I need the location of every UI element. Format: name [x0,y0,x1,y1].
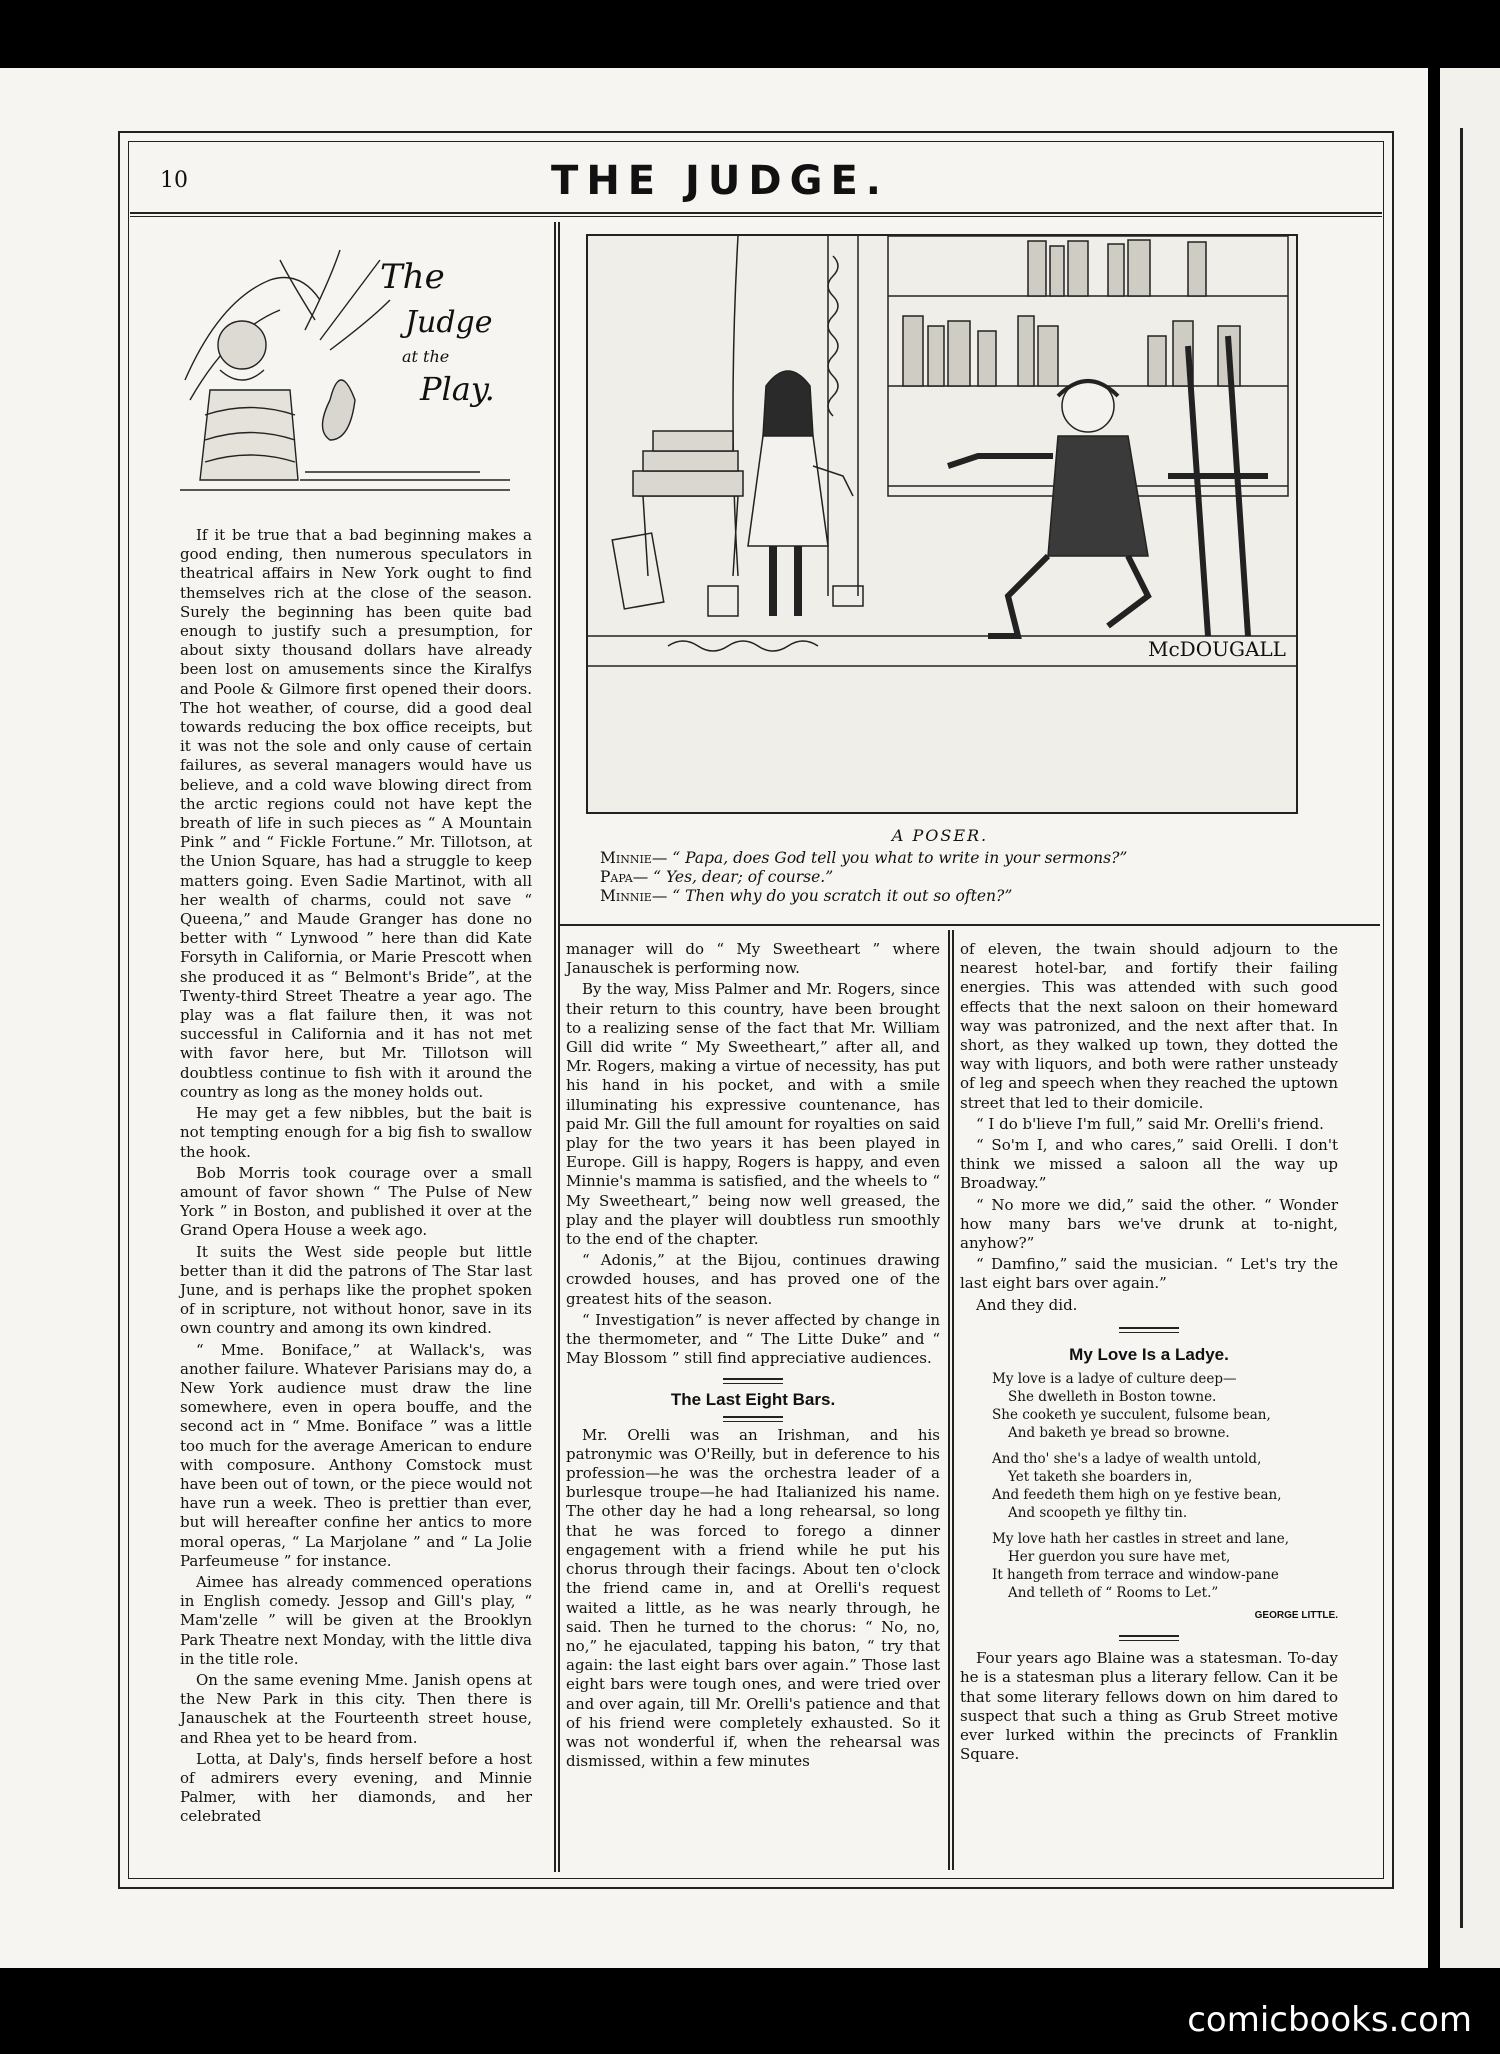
col3-para-3: “ So'm I, and who cares,” said Orelli. I don't think we missed a saloon all the way up Broadway.” [960,1136,1338,1193]
facing-page-edge [1440,68,1500,1968]
poem-line: And feedeth them high on ye festive bean, [992,1487,1282,1504]
cartoon-caption [600,826,1280,906]
poem [992,1370,1338,1602]
judge-at-the-play-header-art [180,240,520,500]
col3-para-6: And they did. [976,1295,1078,1314]
col2-para-2: By the way, Miss Palmer and Mr. Rogers, since their return to this country, have been brought to a realizing sense of the fact that Mr. William Gill did write “ My Sweetheart,” after all, and Mr. Rogers, making a virtue of necessity, has put his hand in his pocket, and with a smile illuminating his expressive countenance, has paid Mr. Gill the full amount for royalties on said play for the two years it has been played in Europe. Gill is happy, Rogers is happy, and even Minnie's mamma is satisfied, and the wheels to “ My Sweetheart,” being now well greased, the play and the player will doubtless run smoothly to the end of the chapter. [566,980,940,1249]
col1-para-3: Bob Morris took courage over a small amount of favor shown “ The Pulse of New York ” in Boston, and published it over at the Grand Opera House a week ago. [180,1163,532,1240]
illustrator-signature: McDOUGALL [1148,637,1286,661]
poem-title: My Love Is a Ladye. [1069,1344,1229,1364]
closing-paragraph: Four years ago Blaine was a statesman. To-day he is a statesman plus a literary fellow. Can it be that some literary fellows down on him dared to suspect that such a thing as Grub Street motive ever lurked within the precincts of Franklin Square. [960,1649,1338,1764]
caption-speaker-3: Minnie— [600,887,668,905]
masthead-rule-thin [130,216,1382,217]
section-ornament [723,1378,783,1384]
col2-para-4: “ Investigation” is never affected by change in the thermometer, and “ The Litte Duke” and “ May Blossom ” still find appreciative audiences. [566,1310,940,1368]
poser-illustration [586,234,1298,814]
closing-ornament [1119,1635,1179,1641]
col2-para-3: “ Adonis,” at the Bijou, continues drawing crowded houses, and has proved one of the greatest hits of the season. [566,1251,940,1308]
masthead-title: THE JUDGE. [551,158,889,204]
story-heading: The Last Eight Bars. [670,1390,836,1410]
col1-para-4: It suits the West side people but little better than it did the patrons of The Star last June, and is perhaps like the prophet spoken of in scripture, not without honor, save in its own country and among its own kindred. [180,1242,532,1338]
watermark: comicbooks.com [1187,2000,1472,2040]
poem-line: And baketh ye bread so browne. [1008,1425,1230,1442]
facing-page-border [1460,128,1463,1928]
header-title-line-3: at the [402,347,450,366]
poem-ornament [1119,1327,1179,1333]
column-divider-1 [554,222,556,1872]
poem-line: She cooketh ye succulent, fulsome bean, [992,1407,1271,1424]
poem-line: And tho' she's a ladye of wealth untold, [992,1451,1262,1468]
poem-author: GEORGE LITTLE. [1254,1610,1338,1622]
caption-rule [560,924,1380,926]
col3-para-4: “ No more we did,” said the other. “ Wonder how many bars we've drunk at to-night, anyhow?” [960,1195,1338,1253]
poem-stanza-2 [992,1450,1338,1522]
poser-engraving [588,236,1296,812]
poem-stanza-3 [992,1530,1338,1602]
column-3 [960,940,1338,1764]
poem-line: My love hath her castles in street and lane, [992,1531,1289,1548]
header-title-line-2: Judge [405,305,493,340]
col3-para-1: of eleven, the twain should adjourn to the nearest hotel-bar, and fortify their failing energies. This was attended with such good effects that the next saloon on their homeward way was patronized, and the next after that. In short, as they walked up town, they dotted the way with liquors, and both were rather unsteady of leg and speech when they reached the uptown street that led to their domicile. [960,940,1338,1112]
col3-para-2: “ I do b'lieve I'm full,” said Mr. Orelli's friend. [976,1114,1324,1133]
column-1 [180,526,532,1827]
col1-para-6: Aimee has already commenced operations in English comedy. Jessop and Gill's play, “ Mam'zelle ” will be given at the Brooklyn Park Theatre next Monday, with the little diva in the title role. [180,1572,532,1668]
caption-text-3: “ Then why do you scratch it out so often?” [672,887,1013,905]
col1-para-7: On the same evening Mme. Janish opens at the New Park in this city. Then there is Janauschek at the Fourteenth street house, and Rhea yet to be heard from. [180,1670,532,1747]
poem-line: She dwelleth in Boston towne. [1008,1389,1217,1406]
header-title-line-1: The [380,257,445,297]
col1-para-8: Lotta, at Daly's, finds herself before a host of admirers every evening, and Minnie Palmer, with her diamonds, and her celebrated [180,1749,532,1826]
col1-para-2: He may get a few nibbles, but the bait is not tempting enough for a big fish to swallow the hook. [180,1104,532,1161]
header-title-line-4: Play. [420,370,495,408]
poem-stanza-1 [992,1370,1338,1442]
masthead-rule [130,212,1382,214]
column-2 [566,940,940,1771]
caption-title: A POSER. [891,826,989,845]
column-divider-1b [558,222,560,1872]
page-number: 10 [160,168,188,193]
poem-line: And telleth of “ Rooms to Let.” [1008,1585,1219,1602]
column-divider-2 [948,930,950,1870]
column-divider-2b [952,930,954,1870]
poem-line: It hangeth from terrace and window-pane [992,1567,1279,1584]
poem-line: And scoopeth ye filthy tin. [1008,1505,1188,1522]
poem-line: My love is a ladye of culture deep— [992,1371,1237,1388]
poem-line: Her guerdon you sure have met, [1008,1549,1231,1566]
section-ornament-lower [723,1416,783,1422]
col2-story-para: Mr. Orelli was an Irishman, and his patronymic was O'Reilly, but in deference to his profession—he was the orchestra leader of a burlesque troupe—he had Italianized his name. The other day he had a long rehearsal, so long that he was forced to forego a dinner engagement with a friend while he put his chorus through their facings. About ten o'clock the friend came in, and at Orelli's request waited a little, as he was nearly through, he said. Then he turned to the chorus: “ No, no, no,” he ejaculated, tapping his baton, “ try that again: the last eight bars over again.” Those last eight bars were tough ones, and were tried over and over again, till Mr. Orelli's patience and that of his friend were completely exhausted. So it was not wonderful if, when the rehearsal was dismissed, within a few minutes [566,1425,940,1771]
col1-para-5: “ Mme. Boniface,” at Wallack's, was another failure. Whatever Parisians may do, a New York audience must draw the line somewhere, even in opera bouffe, and the second act in “ Mme. Boniface ” was a little too much for the average American to endure with composure. Anthony Comstock must have been out of town, or the piece would not have run a week. Theo is prettier than ever, but will hereafter confine her antics to more moral operas, “ La Marjolane ” and “ La Jolie Parfeumeuse ” for instance. [180,1340,532,1570]
caption-text-1: “ Papa, does God tell you what to write in your sermons?” [672,849,1128,867]
caption-line-3 [600,887,1280,906]
caption-speaker-1: Minnie— [600,849,668,867]
caption-text-2: “ Yes, dear; of course.” [653,868,834,886]
header-engraving [180,240,520,500]
col2-para-1: manager will do “ My Sweetheart ” where Janauschek is performing now. [566,940,940,978]
caption-line-2 [600,868,1280,887]
col3-para-5: “ Damfino,” said the musician. “ Let's try the last eight bars over again.” [960,1255,1338,1293]
poem-line: Yet taketh she boarders in, [1008,1469,1193,1486]
caption-line-1 [600,849,1280,868]
caption-speaker-2: Papa— [600,868,649,886]
col1-para-1: If it be true that a bad beginning makes a good ending, then numerous speculators in theatrical affairs in New York ought to find themselves rich at the close of the season. Surely the beginning has been quite bad enough to justify such a presumption, for about sixty thousand dollars have already been lost on amusements since the Kiralfys and Poole & Gilmore first opened their doors. The hot weather, of course, did a good deal towards reducing the box office receipts, but it was not the sole and only cause of certain failures, as several managers would have us believe, and a cold wave blowing direct from the arctic regions could not have kept the breath of life in such pieces as “ A Mountain Pink ” and “ Fickle Fortune.” Mr. Tillotson, at the Union Square, has had a struggle to keep matters going. Even Sadie Martinot, with all her wealth of charms, could not save “ Queena,” and Maude Granger has done no better with “ Lynwood ” here than did Kate Forsyth in California, or Marie Prescott when she produced it as “ Belmont's Bride”, at the Twenty-third Street Theatre a year ago. The play was a flat failure then, it was not successful in California and it has not met with favor here, but Mr. Tillotson will doubtless continue to fish with it around the country as long as the money holds out. [180,526,532,1101]
